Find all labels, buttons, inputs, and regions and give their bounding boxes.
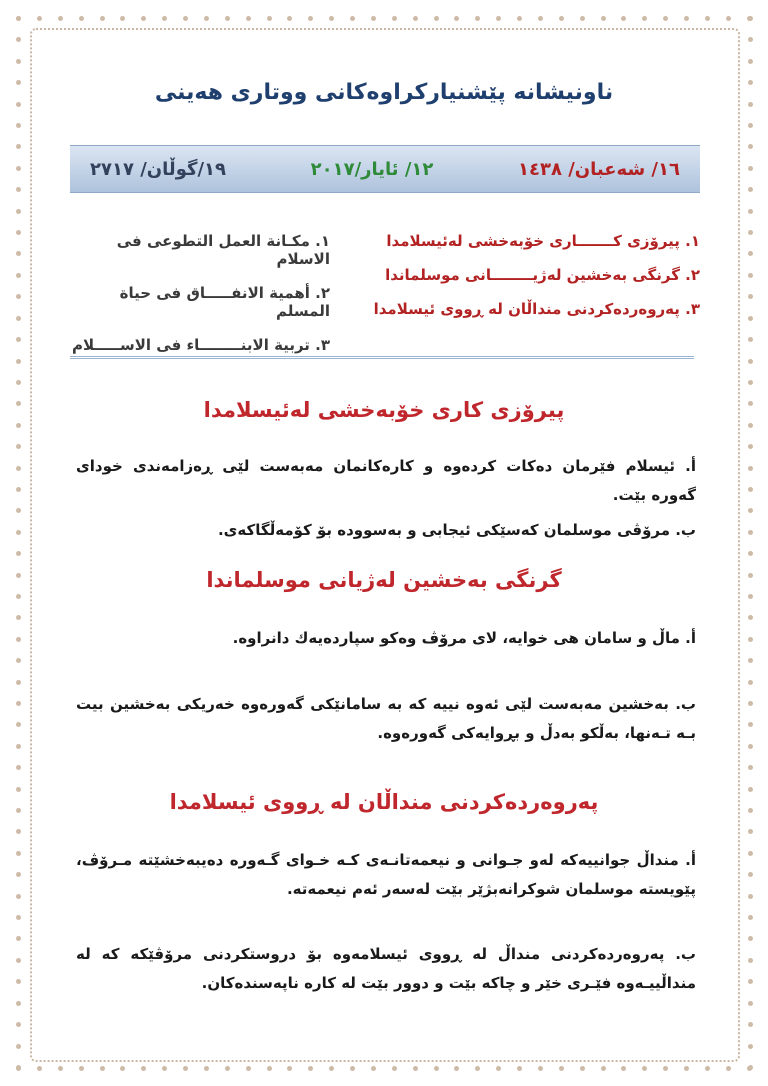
decorative-dot xyxy=(16,380,21,385)
decorative-dot xyxy=(748,466,753,471)
decorative-dot xyxy=(748,273,753,278)
decorative-dot xyxy=(748,316,753,321)
decorative-dot xyxy=(16,744,21,749)
decorative-dots-top xyxy=(16,12,752,24)
decorative-dot xyxy=(16,765,21,770)
decorative-dot xyxy=(748,872,753,877)
decorative-dot xyxy=(475,16,480,21)
decorative-dot xyxy=(16,1044,21,1049)
decorative-dot xyxy=(663,1066,668,1071)
decorative-dot xyxy=(16,530,21,535)
decorative-dot xyxy=(748,166,753,171)
decorative-dot xyxy=(705,16,710,21)
topic-item-arabic: ١. مكـانة العمل التطوعى فى الاسلام xyxy=(116,232,330,268)
decorative-dot xyxy=(748,337,753,342)
decorative-dot xyxy=(162,16,167,21)
decorative-dot xyxy=(434,1066,439,1071)
decorative-dot xyxy=(204,1066,209,1071)
decorative-dot xyxy=(748,594,753,599)
decorative-dot xyxy=(100,1066,105,1071)
decorative-dot xyxy=(621,16,626,21)
decorative-dot xyxy=(642,1066,647,1071)
decorative-dot xyxy=(748,701,753,706)
decorative-dot xyxy=(392,1066,397,1071)
decorative-dot xyxy=(16,401,21,406)
decorative-dot xyxy=(183,16,188,21)
date-kurdish: ١٢/ ئایار/٢٠١٧ xyxy=(310,158,434,180)
decorative-dot xyxy=(120,16,125,21)
decorative-dot xyxy=(748,423,753,428)
decorative-dot xyxy=(748,187,753,192)
decorative-dot xyxy=(183,1066,188,1071)
decorative-dot xyxy=(16,37,21,42)
decorative-dot xyxy=(16,680,21,685)
decorative-dot xyxy=(454,1066,459,1071)
decorative-dot xyxy=(748,680,753,685)
decorative-dot xyxy=(621,1066,626,1071)
decorative-dot xyxy=(748,209,753,214)
decorative-dot xyxy=(538,16,543,21)
decorative-dot xyxy=(16,615,21,620)
decorative-dot xyxy=(748,530,753,535)
decorative-dot xyxy=(16,102,21,107)
decorative-dot xyxy=(16,187,21,192)
decorative-dot xyxy=(16,979,21,984)
decorative-dot xyxy=(16,273,21,278)
section-paragraph: أ. ماڵ و سامان هی خوایە، لای مرۆڤ وەکو سپاردەیەك دانراوە. xyxy=(232,629,696,647)
decorative-dot xyxy=(642,16,647,21)
decorative-dot xyxy=(16,573,21,578)
topic-item-kurdish: ١. پیرۆزی کـــــــاری خۆبەخشی لەئیسلامدا xyxy=(386,232,700,250)
decorative-dot xyxy=(748,765,753,770)
section-paragraph: أ. ئیسلام فێرمان دەکات کردەوە و کارەکانمان مەبەست لێی ڕەزامەندی خودای گەورە بێت. xyxy=(76,457,696,504)
decorative-dots-bottom xyxy=(16,1062,752,1074)
decorative-dot xyxy=(329,16,334,21)
decorative-dot xyxy=(496,16,501,21)
decorative-dot xyxy=(287,16,292,21)
decorative-dot xyxy=(748,444,753,449)
decorative-dot xyxy=(16,123,21,128)
decorative-dot xyxy=(748,573,753,578)
decorative-dot xyxy=(16,59,21,64)
decorative-dot xyxy=(748,894,753,899)
decorative-dot xyxy=(580,1066,585,1071)
decorative-dot xyxy=(141,16,146,21)
decorative-dot xyxy=(16,722,21,727)
decorative-dot xyxy=(748,59,753,64)
decorative-dot xyxy=(350,1066,355,1071)
decorative-dot xyxy=(748,80,753,85)
decorative-dot xyxy=(16,337,21,342)
decorative-dot xyxy=(748,487,753,492)
decorative-dot xyxy=(16,594,21,599)
section-heading: گرنگی بەخشین لەژیانی موسلماندا xyxy=(206,568,562,592)
decorative-dot xyxy=(748,144,753,149)
decorative-dot xyxy=(413,1066,418,1071)
decorative-dot xyxy=(748,915,753,920)
decorative-dot xyxy=(16,508,21,513)
decorative-dot xyxy=(748,123,753,128)
decorative-dot xyxy=(475,1066,480,1071)
decorative-dot xyxy=(267,16,272,21)
decorative-dot xyxy=(392,16,397,21)
decorative-dot xyxy=(100,16,105,21)
decorative-dot xyxy=(748,658,753,663)
decorative-dot xyxy=(246,1066,251,1071)
decorative-dot xyxy=(748,615,753,620)
decorative-dot xyxy=(225,16,230,21)
decorative-dot xyxy=(16,1022,21,1027)
decorative-dot xyxy=(308,16,313,21)
decorative-dot xyxy=(16,551,21,556)
decorative-dot xyxy=(16,829,21,834)
decorative-dot xyxy=(434,16,439,21)
decorative-dot xyxy=(16,915,21,920)
decorative-dot xyxy=(748,359,753,364)
topics-arabic xyxy=(70,232,330,354)
decorative-dot xyxy=(16,958,21,963)
decorative-dot xyxy=(16,144,21,149)
section-heading: پیرۆزی کاری خۆبەخشی لەئیسلامدا xyxy=(203,398,565,422)
decorative-dot xyxy=(748,16,753,21)
decorative-dot xyxy=(16,16,21,21)
decorative-dot xyxy=(517,16,522,21)
decorative-dot xyxy=(287,1066,292,1071)
decorative-dot xyxy=(16,872,21,877)
topics-kurdish xyxy=(370,232,700,342)
decorative-dot xyxy=(748,722,753,727)
decorative-dot xyxy=(16,487,21,492)
decorative-dot xyxy=(16,209,21,214)
decorative-dot xyxy=(748,851,753,856)
decorative-dot xyxy=(16,166,21,171)
decorative-dot xyxy=(413,16,418,21)
decorative-dot xyxy=(748,958,753,963)
decorative-dot xyxy=(748,230,753,235)
decorative-dot xyxy=(329,1066,334,1071)
decorative-dot xyxy=(204,16,209,21)
decorative-dot xyxy=(748,380,753,385)
decorative-dot xyxy=(748,1044,753,1049)
decorative-dot xyxy=(141,1066,146,1071)
decorative-dot xyxy=(601,16,606,21)
section-paragraph: ب. بەخشین مەبەست لێی ئەوە نییە کە بە سامانێکی گەورەوە خەریکی بەخشین بیت بـە تـەنها، بەڵکو بەدڵ و بڕوایەکی گەورەوە. xyxy=(76,695,696,742)
decorative-dot xyxy=(79,16,84,21)
decorative-dot xyxy=(16,808,21,813)
decorative-dot xyxy=(120,1066,125,1071)
decorative-dot xyxy=(748,936,753,941)
decorative-dot xyxy=(37,1066,42,1071)
decorative-dot xyxy=(79,1066,84,1071)
decorative-dot xyxy=(748,508,753,513)
decorative-dot xyxy=(580,16,585,21)
decorative-dot xyxy=(16,1001,21,1006)
decorative-dot xyxy=(58,16,63,21)
decorative-dot xyxy=(16,936,21,941)
decorative-dot xyxy=(371,1066,376,1071)
topics-list xyxy=(70,232,700,354)
decorative-dot xyxy=(16,1065,21,1070)
decorative-dot xyxy=(246,16,251,21)
topic-item-kurdish: ٢. گرنگی بەخشین لەژیــــــــانی موسلماندا xyxy=(385,266,700,284)
page-title: ناونیشانە پێشنیارکراوەکانی ووتاری هەینی xyxy=(154,80,614,105)
date-gregorian: ١٩/گوڵان/ ٢٧١٧ xyxy=(90,158,227,180)
decorative-dot xyxy=(267,1066,272,1071)
decorative-dot xyxy=(496,1066,501,1071)
decorative-dot xyxy=(16,444,21,449)
section-paragraph: ب. مرۆڤی موسلمان کەسێکی ئیجابی و بەسوودە بۆ کۆمەڵگاکەی. xyxy=(217,521,696,539)
decorative-dot xyxy=(748,787,753,792)
decorative-dot xyxy=(748,401,753,406)
date-hijri: ١٦/ شەعبان/ ١٤٣٨ xyxy=(517,158,680,180)
decorative-dot xyxy=(748,37,753,42)
decorative-dot xyxy=(748,294,753,299)
decorative-dot xyxy=(748,102,753,107)
section-paragraph: أ. منداڵ جوانییەکە لەو جـوانی و نیعمەتانـەی کـە خـوای گـەورە دەیبەخشێتە مـرۆڤ، پێویستە موسلمان شوکرانەبژێر بێت لەسەر ئەم نیعمەتە. xyxy=(76,851,696,898)
decorative-dot xyxy=(663,16,668,21)
divider xyxy=(70,356,694,359)
decorative-dot xyxy=(37,16,42,21)
decorative-dot xyxy=(748,1001,753,1006)
decorative-dot xyxy=(726,1066,731,1071)
section-paragraph: ب. پەروەردەکردنی منداڵ لە ڕووی ئیسلامەوە بۆ دروستکردنی مرۆڤێکە کە لە منداڵییـەوە فێـری خێر و چاکە بێت و دوور بێت لە کارە ناپەسندەکان. xyxy=(76,945,696,992)
decorative-dot xyxy=(16,80,21,85)
date-bar xyxy=(70,145,700,193)
decorative-dot xyxy=(748,251,753,256)
decorative-dots-right xyxy=(744,16,756,1070)
decorative-dot xyxy=(538,1066,543,1071)
decorative-dot xyxy=(350,16,355,21)
decorative-dot xyxy=(684,1066,689,1071)
decorative-dot xyxy=(726,16,731,21)
decorative-dot xyxy=(16,294,21,299)
decorative-dot xyxy=(454,16,459,21)
decorative-dot xyxy=(748,551,753,556)
decorative-dot xyxy=(16,851,21,856)
decorative-dot xyxy=(16,701,21,706)
decorative-dot xyxy=(601,1066,606,1071)
decorative-dot xyxy=(225,1066,230,1071)
decorative-dot xyxy=(705,1066,710,1071)
decorative-dot xyxy=(58,1066,63,1071)
topic-item-arabic: ٢. أهمية الانفـــــاق فى حياة المسلم xyxy=(119,284,330,320)
decorative-dot xyxy=(16,316,21,321)
section-heading: پەروەردەکردنی منداڵان لە ڕووی ئیسلامدا xyxy=(169,790,599,814)
decorative-dot xyxy=(16,466,21,471)
decorative-dot xyxy=(748,637,753,642)
decorative-dot xyxy=(16,251,21,256)
decorative-dot xyxy=(559,16,564,21)
decorative-dot xyxy=(16,894,21,899)
decorative-dot xyxy=(162,1066,167,1071)
decorative-dot xyxy=(16,423,21,428)
decorative-dots-left xyxy=(12,16,24,1070)
decorative-dot xyxy=(748,808,753,813)
topic-item-arabic: ٣. تربية الابنــــــــاء فى الاســـــلام xyxy=(71,336,330,354)
decorative-dot xyxy=(748,979,753,984)
decorative-dot xyxy=(16,658,21,663)
decorative-dot xyxy=(684,16,689,21)
decorative-dot xyxy=(748,1065,753,1070)
decorative-dot xyxy=(16,787,21,792)
decorative-dot xyxy=(16,637,21,642)
decorative-dot xyxy=(748,829,753,834)
decorative-dot xyxy=(371,16,376,21)
decorative-dot xyxy=(748,1022,753,1027)
decorative-dot xyxy=(517,1066,522,1071)
decorative-dot xyxy=(748,744,753,749)
decorative-dot xyxy=(559,1066,564,1071)
decorative-dot xyxy=(16,359,21,364)
decorative-dot xyxy=(308,1066,313,1071)
decorative-dot xyxy=(16,230,21,235)
topic-item-kurdish: ٣. پەروەردەکردنی منداڵان لە ڕووی ئیسلامدا xyxy=(373,300,700,318)
